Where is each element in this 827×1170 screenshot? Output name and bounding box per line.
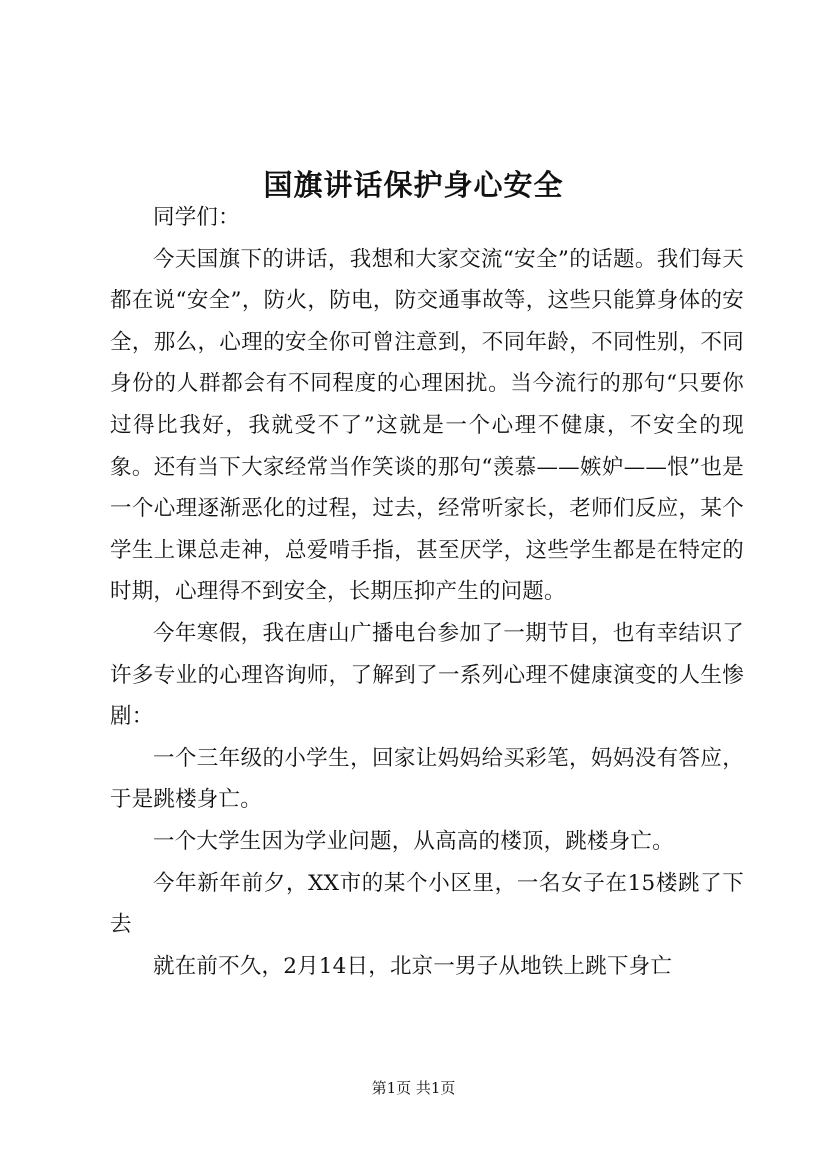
page-number-footer: 第1页 共1页 <box>371 1079 456 1097</box>
paragraph-example-3: 今年新年前夕，XX市的某个小区里，一名女子在15楼跳了下去 <box>110 870 744 938</box>
document-body <box>110 197 744 987</box>
paragraph-example-2: 一个大学生因为学业问题，从高高的楼顶，跳楼身亡。 <box>153 828 674 854</box>
paragraph-greeting: 同学们： <box>153 205 240 230</box>
paragraph-radio-program: 今年寒假，我在唐山广播电台参加了一期节目，也有幸结识了许多专业的心理咨询师，了解到了一系列心理不健康演变的人生惨剧： <box>110 620 744 730</box>
paragraph-example-1: 一个三年级的小学生，回家让妈妈给买彩笔，妈妈没有答应，于是跳楼身亡。 <box>110 745 744 813</box>
page-title: 国旗讲话保护身心安全 <box>263 168 564 203</box>
paragraph-intro: 今天国旗下的讲话，我想和大家交流“安全”的话题。我们每天都在说“安全”，防火，防电，防交通事故等，这些只能算身体的安全，那么，心理的安全你可曾注意到，不同年龄，不同性别，不同身份的人群都会有不同程度的心理困扰。当今流行的那句“只要你过得比我好，我就受不了”这就是一个心理不健康，不安全的现象。还有当下大家经常当作笑谈的那句“羡慕——嫉妒——恨”也是一个心理逐渐恶化的过程，过去，经常听家长，老师们反应，某个学生上课总走神，总爱啃手指，甚至厌学，这些学生都是在特定的时期，心理得不到安全，长期压抑产生的问题。 <box>110 246 744 605</box>
paragraph-example-4: 就在前不久，2月14日，北京一男子从地铁上跳下身亡 <box>153 953 673 979</box>
